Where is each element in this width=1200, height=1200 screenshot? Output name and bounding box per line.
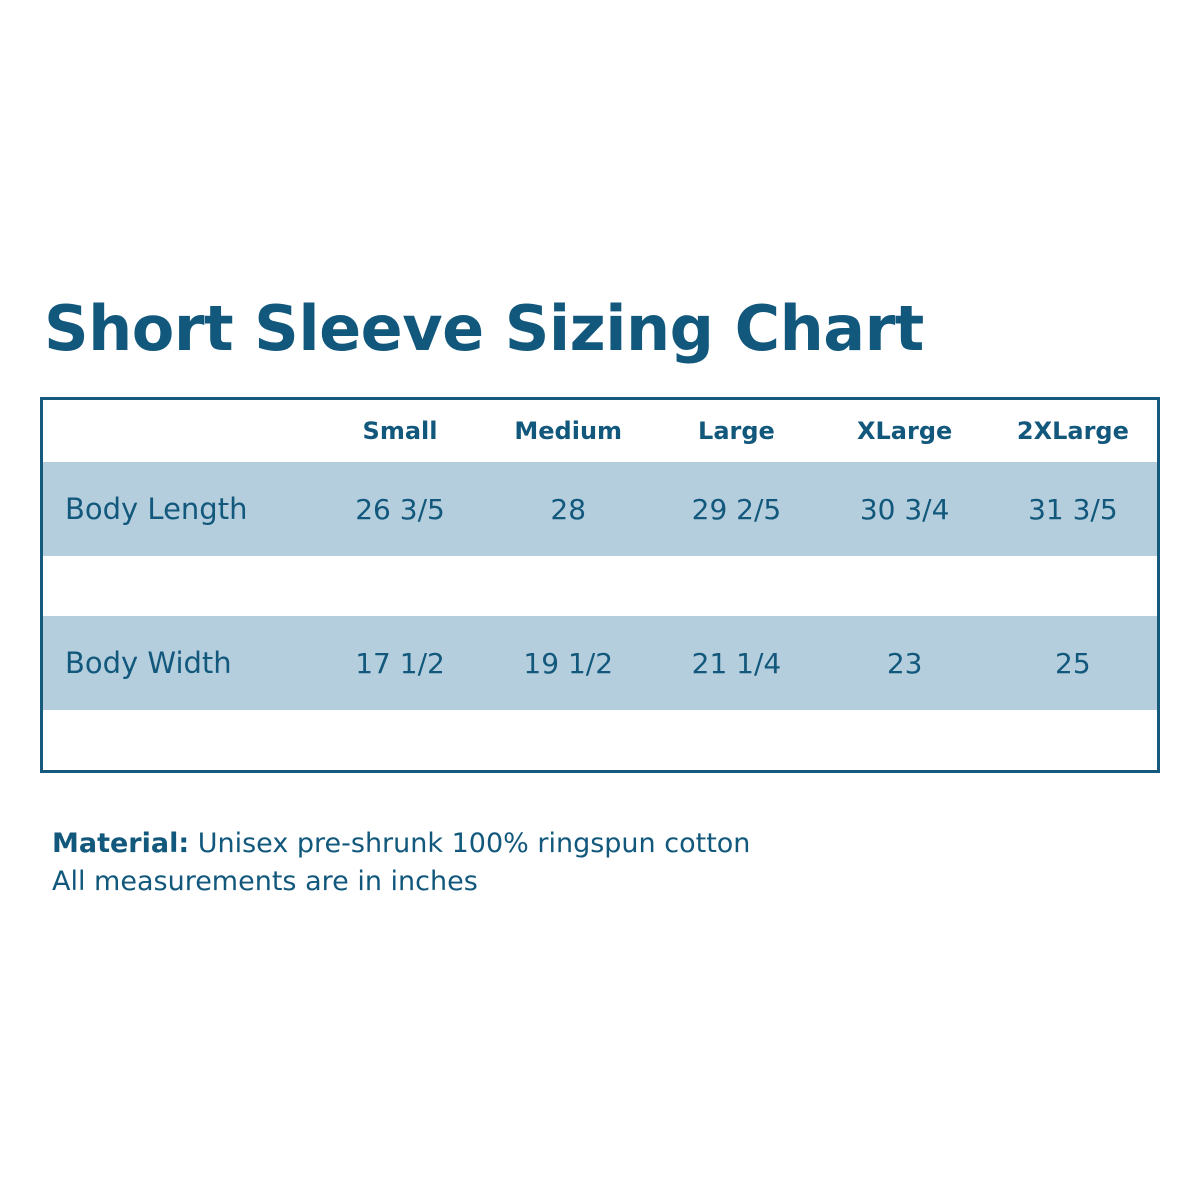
cell-body-length-large: 29 2/5 xyxy=(691,492,782,526)
column-header-2xlarge: 2XLarge xyxy=(1016,417,1129,446)
table-body xyxy=(43,462,1157,770)
column-header-xlarge: XLarge xyxy=(856,417,953,446)
header-row xyxy=(43,400,1157,462)
material-note xyxy=(52,825,1152,863)
spacer-cell xyxy=(43,556,1157,616)
cell-body-length-medium: 28 xyxy=(550,492,587,526)
chart-container xyxy=(40,292,1160,773)
cell-body-width-xlarge: 23 xyxy=(886,646,923,680)
measurement-note: All measurements are in inches xyxy=(52,866,478,898)
material-value: Unisex pre-shrunk 100% ringspun cotton xyxy=(189,828,751,859)
material-label: Material: xyxy=(52,828,190,859)
cell-body-width-medium: 19 1/2 xyxy=(523,646,614,680)
cell-body-length-2xlarge: 31 3/5 xyxy=(1028,492,1118,526)
cell-body-width-small: 17 1/2 xyxy=(355,646,445,680)
size-table xyxy=(43,400,1157,770)
column-header-large: Large xyxy=(698,417,775,446)
column-header-medium: Medium xyxy=(514,417,623,446)
row-label-body-width: Body Width xyxy=(65,646,232,681)
cell-body-width-large: 21 1/4 xyxy=(691,646,782,680)
table-row xyxy=(43,462,1157,556)
size-table-box xyxy=(40,397,1160,773)
cell-body-length-small: 26 3/5 xyxy=(355,492,445,526)
page-title: Short Sleeve Sizing Chart xyxy=(44,292,924,365)
table-row xyxy=(43,616,1157,710)
table-spacer-row xyxy=(43,556,1157,616)
table-spacer-row xyxy=(43,710,1157,770)
cell-body-width-2xlarge: 25 xyxy=(1055,646,1091,680)
column-header-small: Small xyxy=(362,417,438,446)
footnotes xyxy=(52,825,1152,902)
cell-body-length-xlarge: 30 3/4 xyxy=(859,492,950,526)
table-header xyxy=(43,400,1157,462)
row-label-body-length: Body Length xyxy=(65,492,248,527)
spacer-cell xyxy=(43,710,1157,770)
column-header-row-label xyxy=(43,400,316,462)
